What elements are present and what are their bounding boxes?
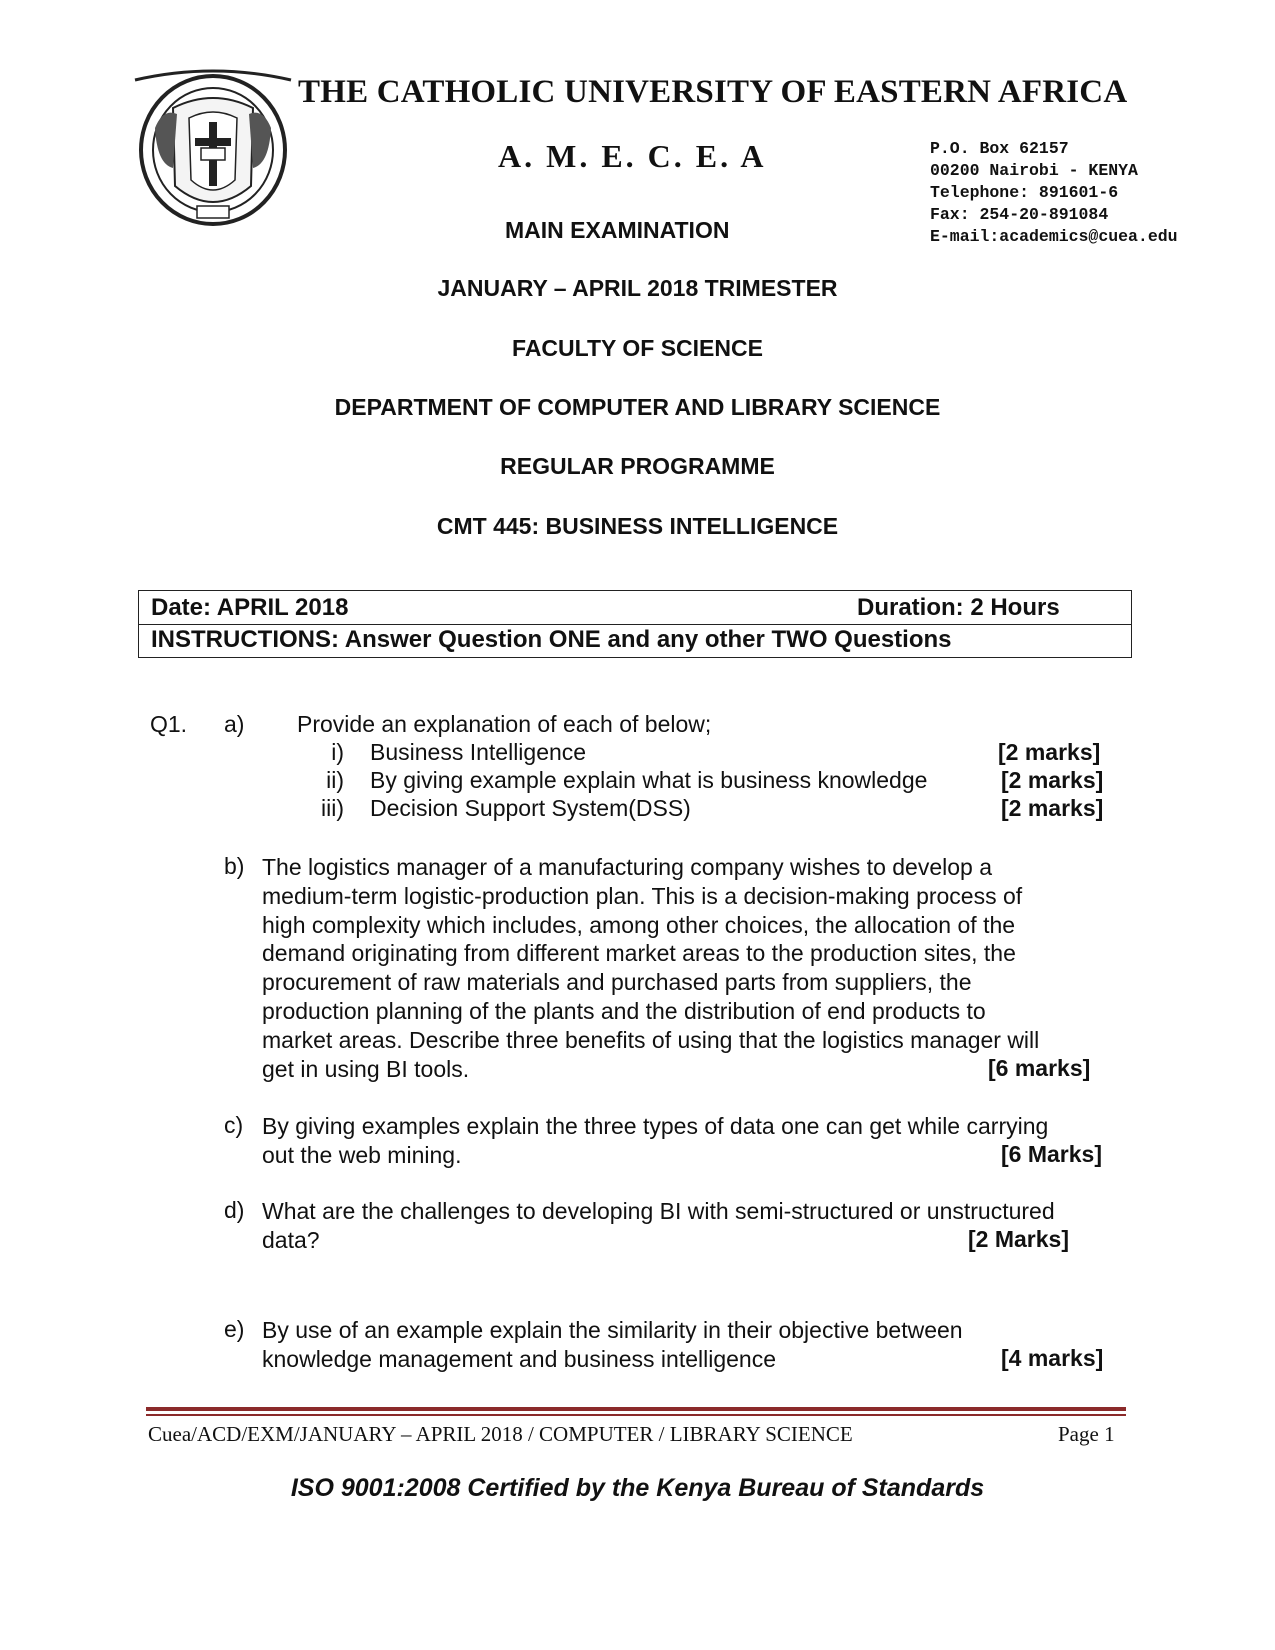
department-heading: DEPARTMENT OF COMPUTER AND LIBRARY SCIENCE xyxy=(334,394,941,420)
info-row-instructions xyxy=(139,625,1131,659)
part-b-line: production planning of the plants and the distribution of end products to xyxy=(262,997,986,1024)
address-fax: Fax: 254-20-891084 xyxy=(930,205,1109,224)
part-b-marks: [6 marks] xyxy=(988,1055,1091,1081)
part-e-label: e) xyxy=(224,1316,245,1342)
footer-page-number: Page 1 xyxy=(1058,1422,1115,1446)
part-b-text xyxy=(262,853,1039,1083)
exam-instructions: INSTRUCTIONS: Answer Question ONE and any other TWO Questions xyxy=(151,626,952,653)
part-c-marks: [6 Marks] xyxy=(1001,1141,1102,1167)
footer-rule-thin xyxy=(146,1414,1126,1416)
part-b-line: get in using BI tools. xyxy=(262,1055,470,1082)
address-city: 00200 Nairobi - KENYA xyxy=(930,161,1138,180)
part-a-item-text: Decision Support System(DSS) xyxy=(370,795,691,821)
part-b-line: procurement of raw materials and purchased parts from suppliers, the xyxy=(262,969,972,996)
footer-rule-thick xyxy=(146,1407,1126,1411)
part-e-line: By use of an example explain the similarity in their objective between xyxy=(262,1317,963,1343)
part-c-label: c) xyxy=(224,1112,244,1138)
part-d-text xyxy=(262,1197,1055,1255)
iso-certification: ISO 9001:2008 Certified by the Kenya Bureau of Standards xyxy=(290,1474,985,1502)
amecea-title: A. M. E. C. E. A xyxy=(498,138,767,174)
part-a-item-marks: [2 marks] xyxy=(998,739,1101,765)
address-email: E-mail:academics@cuea.edu xyxy=(930,227,1178,246)
part-d-line: What are the challenges to developing BI with semi-structured or unstructured xyxy=(262,1198,1055,1224)
part-a-item-marks: [2 marks] xyxy=(1001,767,1104,793)
part-e-marks: [4 marks] xyxy=(1001,1345,1104,1371)
part-d-marks: [2 Marks] xyxy=(968,1226,1069,1252)
address-telephone: Telephone: 891601-6 xyxy=(930,183,1119,202)
exam-info-box xyxy=(138,590,1132,658)
faculty-heading: FACULTY OF SCIENCE xyxy=(512,335,763,361)
part-a-item-text: By giving example explain what is business knowledge xyxy=(370,767,928,793)
part-b-line: market areas. Describe three benefits of using that the logistics manager will xyxy=(262,1026,1040,1053)
university-crest-logo xyxy=(133,68,293,228)
part-e-line: knowledge management and business intelligence xyxy=(262,1345,777,1372)
info-row-date xyxy=(139,591,1131,625)
address-po-box: P.O. Box 62157 xyxy=(930,139,1069,158)
part-b-line: high complexity which includes, among other choices, the allocation of the xyxy=(262,911,1016,938)
main-examination-heading: MAIN EXAMINATION xyxy=(505,217,730,243)
programme-heading: REGULAR PROGRAMME xyxy=(500,453,775,479)
part-a-item-num: ii) xyxy=(326,767,344,793)
part-c-text xyxy=(262,1112,1048,1170)
question-number: Q1. xyxy=(150,711,188,737)
trimester-heading: JANUARY – APRIL 2018 TRIMESTER xyxy=(437,275,838,301)
part-d-label: d) xyxy=(224,1197,245,1223)
part-b-line: medium-term logistic-production plan. This is a decision-making process of xyxy=(262,882,1023,909)
part-d-line: data? xyxy=(262,1226,320,1253)
part-a-item-text: Business Intelligence xyxy=(370,739,587,765)
part-a-label: a) xyxy=(224,711,245,737)
part-c-line: out the web mining. xyxy=(262,1141,462,1168)
part-a-item-num: iii) xyxy=(321,795,344,821)
part-b-line: The logistics manager of a manufacturing company wishes to develop a xyxy=(262,854,993,880)
university-name: THE CATHOLIC UNIVERSITY OF EASTERN AFRICA xyxy=(298,74,1128,110)
part-e-text xyxy=(262,1316,963,1374)
address-block xyxy=(930,138,1178,248)
part-b-label: b) xyxy=(224,853,245,879)
exam-date: Date: APRIL 2018 xyxy=(151,594,349,621)
course-heading: CMT 445: BUSINESS INTELLIGENCE xyxy=(436,513,839,539)
part-b-line: demand originating from different market areas to the production sites, the xyxy=(262,940,1016,967)
part-a-item-marks: [2 marks] xyxy=(1001,795,1104,821)
footer-reference: Cuea/ACD/EXM/JANUARY – APRIL 2018 / COMPUTER / LIBRARY SCIENCE xyxy=(148,1422,853,1446)
exam-duration: Duration: 2 Hours xyxy=(857,594,1060,621)
part-a-prompt: Provide an explanation of each of below; xyxy=(297,711,712,737)
part-a-item-num: i) xyxy=(331,739,344,765)
part-c-line: By giving examples explain the three types of data one can get while carrying xyxy=(262,1113,1049,1139)
